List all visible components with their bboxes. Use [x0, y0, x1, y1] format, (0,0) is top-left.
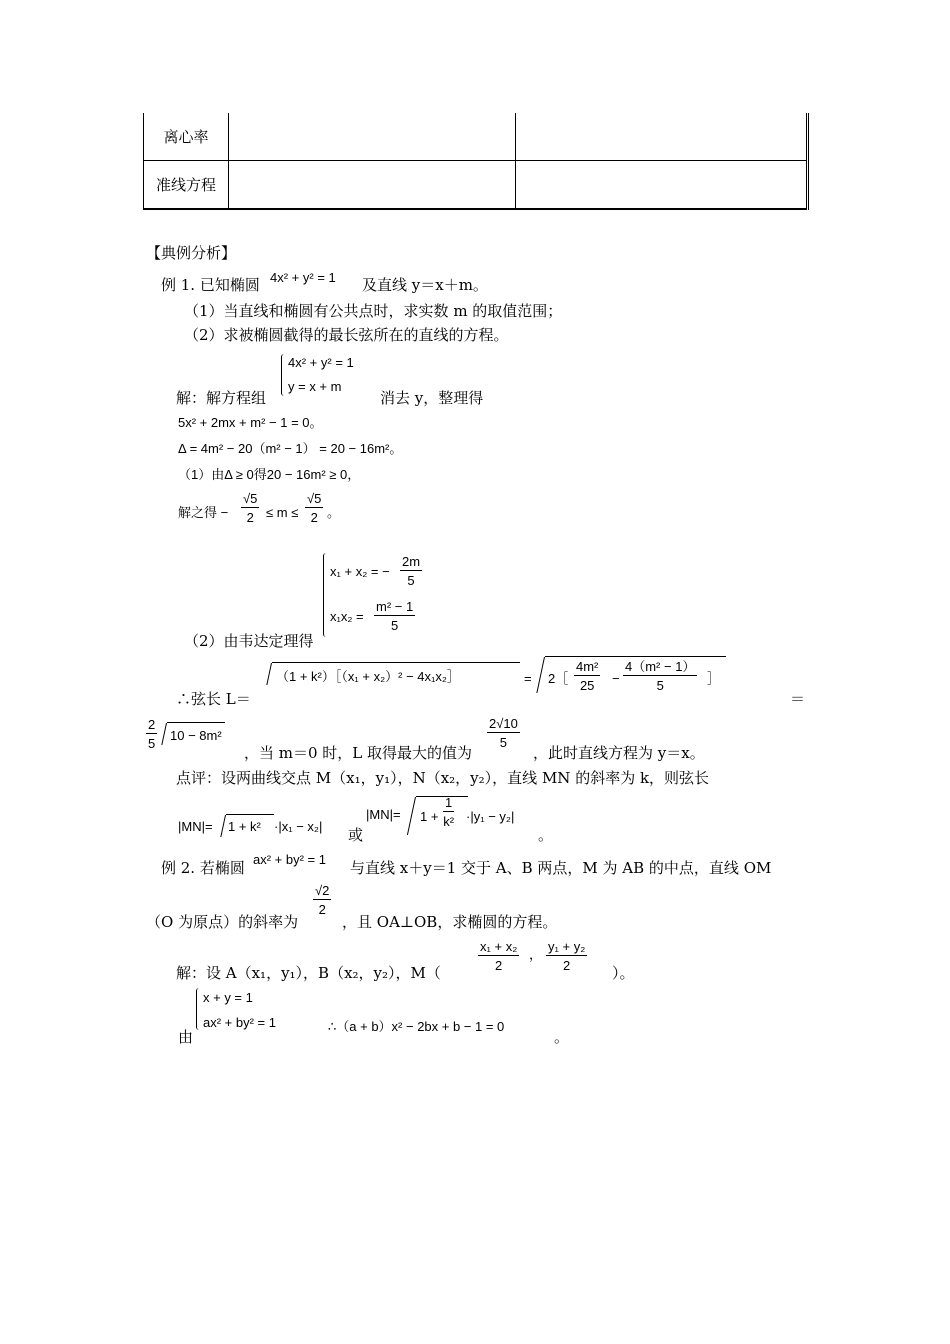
ex1-q2: （2）求被椭圆截得的最长弦所在的直线的方程。: [184, 326, 509, 344]
numerator: y₁ + y₂: [548, 939, 586, 954]
end-period: 。: [538, 826, 554, 844]
fraction-midpoint-x: [478, 940, 519, 972]
formula1-rad: 1 + k²: [228, 819, 261, 834]
ex1-solve-prefix: 解之得 −: [178, 505, 229, 520]
denominator: 5: [499, 735, 508, 750]
ex1-le-m-le: ≤ m ≤: [266, 505, 299, 520]
numerator: √5: [243, 491, 258, 506]
fraction-m2minus1-over-5: [374, 600, 415, 632]
system-brace: [281, 354, 288, 396]
denominator: 2: [310, 510, 318, 525]
ex2-text2: （O 为原点）的斜率为: [146, 913, 299, 931]
mid-close: ）。: [612, 964, 635, 982]
numerator: 4（m² − 1）: [625, 659, 696, 674]
denominator: k²: [443, 814, 455, 829]
formula1-a: |MN|=: [178, 819, 213, 834]
fraction-4m2minus1-over-5: [623, 660, 697, 692]
denominator: 2: [318, 902, 326, 917]
vieta-sum-lhs: x₁ + x₂ = −: [330, 564, 390, 579]
numerator: 2: [148, 717, 156, 732]
properties-table: [143, 113, 809, 210]
result-radicand: 10 − 8m²: [170, 728, 222, 743]
fraction-1-over-k2: [443, 796, 454, 828]
fraction-neg-sqrt5-over-2: [241, 492, 259, 524]
chord-two: 2［: [548, 671, 569, 686]
ex2-text3: ，且 OA⊥OB，求椭圆的方程。: [342, 913, 558, 931]
result-text-2: ，此时直线方程为 y＝x。: [533, 744, 705, 762]
ex2-ellipse: ax² + by² = 1: [253, 852, 326, 867]
formula2-one: 1 +: [420, 809, 439, 824]
denominator: 5: [148, 736, 156, 751]
formula2-a: |MN|=: [366, 807, 401, 822]
ex2-result: ∴（a + b）x² − 2bx + b − 1 = 0: [328, 1019, 505, 1034]
result-text: ，当 m＝0 时，L 取得最大的值为: [244, 744, 473, 762]
ex1-step1: （1）由Δ ≥ 0得20 − 16m² ≥ 0，: [178, 467, 361, 482]
table-row: [144, 113, 808, 161]
ex2-intro: 例 2. 若椭圆: [161, 859, 245, 877]
ex1-sys2: y = x + m: [288, 379, 342, 394]
denominator: 2: [246, 510, 254, 525]
denominator: 2: [563, 958, 571, 973]
numerator: 4m²: [576, 659, 599, 674]
numerator: x₁ + x₂: [480, 939, 518, 954]
comma: ，: [529, 947, 543, 962]
formula1-b: ·|x₁ − x₂|: [274, 819, 323, 834]
fraction-4m2-over-25: [574, 660, 600, 692]
numerator: 1: [445, 795, 453, 810]
numerator: m² − 1: [376, 599, 414, 614]
table-cell: [229, 113, 516, 161]
numerator: √5: [307, 491, 322, 506]
table-row: [144, 161, 808, 210]
numerator: 2√10: [489, 716, 518, 731]
ex2-text1: 与直线 x＋y＝1 交于 A、B 两点，M 为 AB 的中点，直线 OM: [350, 859, 772, 877]
fraction-midpoint-y: [546, 940, 587, 972]
chord-label: ∴弦长 L＝: [176, 690, 251, 708]
minus-sign: −: [612, 671, 620, 686]
system-brace: [196, 988, 203, 1030]
ex1-eq-delta: Δ = 4m² − 20（m² − 1） = 20 − 16m²。: [178, 441, 403, 456]
denominator: 5: [407, 573, 415, 588]
row-label-eccentricity: 离心率: [144, 113, 229, 161]
ex2-sol: 解：设 A（x₁，y₁），B（x₂，y₂），M（: [176, 964, 441, 982]
denominator: 5: [390, 618, 399, 633]
ex1-step2: （2）由韦达定理得: [184, 632, 314, 650]
numerator: 2m: [402, 554, 421, 569]
fraction-sqrt5-over-2: [305, 492, 323, 524]
equals-sign-2: ＝: [790, 690, 806, 708]
ex1-ellipse: 4x² + y² = 1: [270, 270, 336, 285]
comment: 点评：设两曲线交点 M（x₁，y₁），N（x₂，y₂），直线 MN 的斜率为 k，则弦长: [176, 769, 710, 787]
ex1-line: 及直线 y＝x＋m。: [362, 276, 488, 294]
numerator: √2: [315, 883, 330, 898]
ex1-sol-after: 消去 y，整理得: [380, 389, 484, 407]
denominator: 2: [495, 958, 503, 973]
table-cell: [516, 161, 808, 210]
vieta-brace: [323, 553, 330, 637]
ex1-intro: 例 1. 已知椭圆: [161, 276, 260, 294]
chord-close: ］: [707, 671, 721, 686]
formula2-b: ·|y₁ − y₂|: [466, 809, 515, 824]
ex1-sol-intro: 解：解方程组: [176, 389, 267, 407]
row-label-directrix: 准线方程: [144, 161, 229, 210]
vieta-prod-lhs: x₁x₂ =: [330, 609, 364, 624]
ex2-sys2: ax² + by² = 1: [203, 1015, 276, 1030]
table-cell: [229, 161, 516, 210]
equals-sign: =: [524, 671, 532, 686]
section-title: 【典例分析】: [146, 244, 237, 262]
fraction-sqrt2-over-2: [313, 884, 331, 916]
or-word: 或: [348, 826, 364, 844]
denominator: 5: [656, 678, 664, 693]
you-word: 由: [178, 1028, 194, 1046]
ex1-eq-quad: 5x² + 2mx + m² − 1 = 0。: [178, 415, 323, 430]
fraction-2m-over-5: [400, 555, 422, 587]
period: 。: [327, 505, 341, 520]
table-cell: [516, 113, 808, 161]
ex2-sys1: x + y = 1: [203, 990, 253, 1005]
ex1-sys1: 4x² + y² = 1: [288, 355, 354, 370]
ex1-q1: （1）当直线和椭圆有公共点时，求实数 m 的取值范围；: [184, 302, 563, 320]
ex2-end: 。: [554, 1028, 570, 1046]
denominator: 25: [579, 678, 595, 693]
chord-expr: （1 + k²）［（x₁ + x₂）² − 4x₁x₂］: [276, 669, 460, 684]
fraction-2sqrt10-over-5: [487, 717, 520, 749]
